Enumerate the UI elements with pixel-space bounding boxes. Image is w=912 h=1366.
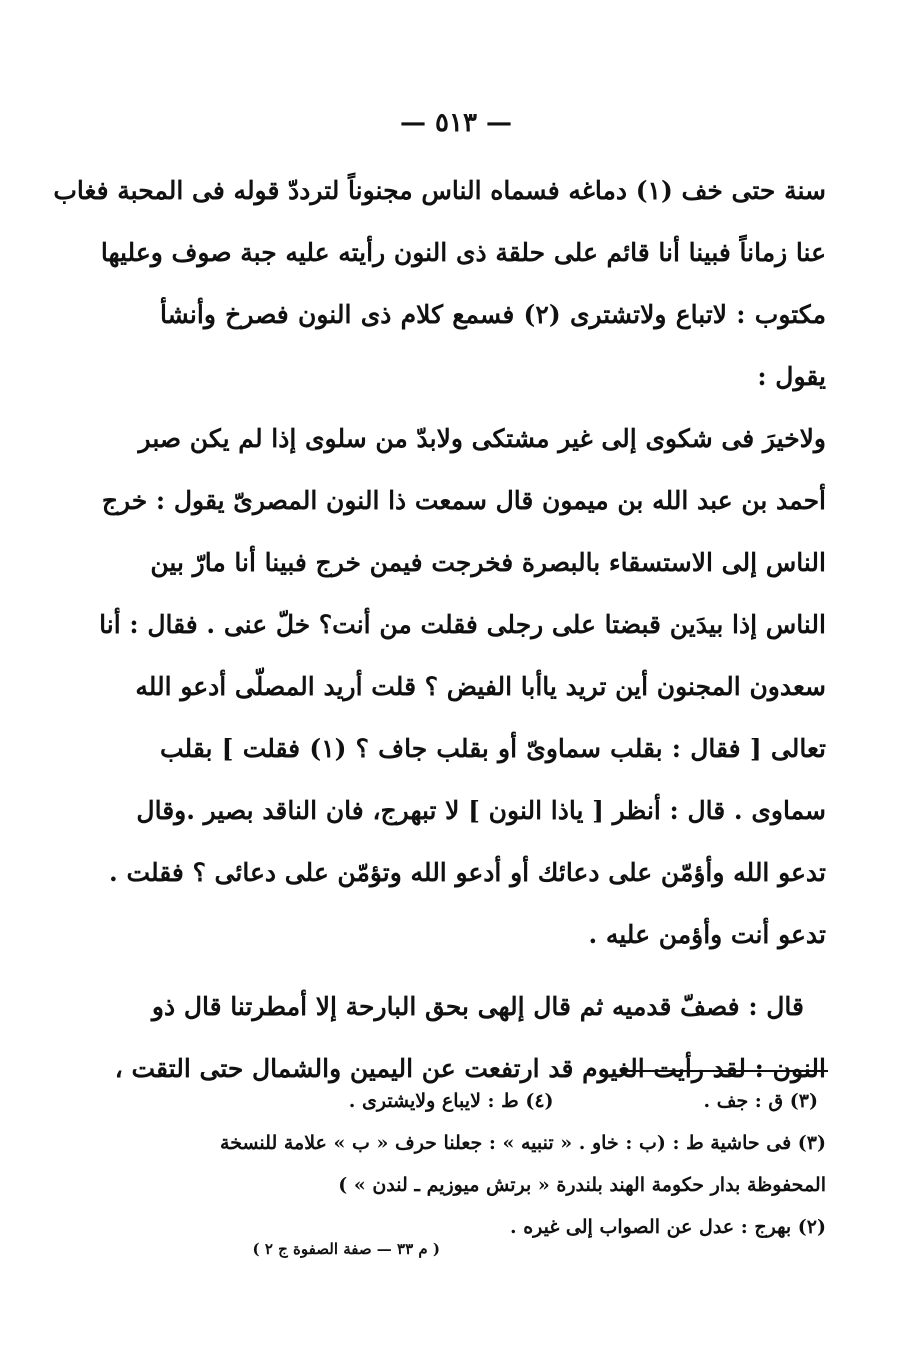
verse-line: ولاخيرَ فى شكوى إلى غير مشتكى ولابدّ من سلوى إذا لم يكن صبر — [138, 424, 826, 453]
footnote-3-long: (٣) فى حاشية ط : (ب : خاو . « تنبيه » : جعلنا حرف « ب » علامة للنسخة — [220, 1132, 826, 1154]
footnotes — [170, 1080, 826, 1248]
text-line: الناس إلى الاستسقاء بالبصرة فخرجت فيمن خرج فبينا أنا مارّ بين — [150, 548, 826, 577]
signature-mark: ( م ٣٣ — صفة الصفوة ج ٢ ) — [252, 1240, 440, 1258]
text-line: عنا زماناً فبينا أنا قائم على حلقة ذى النون رأيته عليه جبة صوف وعليها — [100, 238, 826, 267]
text-line: تدعو الله وأؤمّن على دعائك أو أدعو الله وتؤمّن على دعائى ؟ فقلت . — [109, 858, 826, 887]
text-line: قال : فصفّ قدميه ثم قال إلهى بحق البارحة إلا أمطرتنا قال ذو — [151, 992, 804, 1021]
main-text — [53, 160, 827, 1100]
footnote-divider — [620, 1070, 828, 1072]
page-number: — ٥١٣ — — [399, 108, 513, 138]
text-line: تدعو أنت وأؤمن عليه . — [588, 920, 826, 949]
text-line: أحمد بن عبد الله بن ميمون قال سمعت ذا النون المصرىّ يقول : خرج — [101, 486, 826, 515]
footnote-4: (٤) ط : لايباع ولايشترى . — [348, 1090, 554, 1112]
footnote-row — [170, 1080, 826, 1122]
footnote-2: (٢) بهرج : عدل عن الصواب إلى غيره . — [509, 1216, 826, 1238]
text-line: النون : لقد رأيت الغيوم قد ارتفعت عن اليمين والشمال حتى التقت ، — [114, 1054, 826, 1083]
text-line: سعدون المجنون أين تريد ياأبا الفيض ؟ قلت أريد المصلّى أدعو الله — [135, 672, 826, 701]
text-line: الناس إذا بيدَين قبضتا على رجلى فقلت من أنت؟ خلّ عنى . فقال : أنا — [99, 610, 826, 639]
text-line: تعالى [ فقال : بقلب سماوىّ أو بقلب جاف ؟ (١) فقلت ] بقلب — [160, 734, 826, 763]
text-line: سماوى . قال : أنظر [ ياذا النون ] لا تبهرج، فان الناقد بصير .وقال — [136, 796, 826, 825]
text-line: سنة حتى خف (١) دماغه فسماه الناس مجنوناً لترددّ قوله فى المحبة فغاب — [53, 176, 826, 205]
footnote-3-long-cont: المحفوظة بدار حكومة الهند بلندرة « برتش ميوزيم ـ لندن » ) — [338, 1174, 826, 1196]
text-line: مكتوب : لاتباع ولاتشترى (٢) فسمع كلام ذى النون فصرخ وأنشأ — [160, 300, 827, 329]
text-line: يقول : — [757, 362, 826, 391]
footnote-3-short: (٣) ق : جف . — [703, 1090, 818, 1112]
